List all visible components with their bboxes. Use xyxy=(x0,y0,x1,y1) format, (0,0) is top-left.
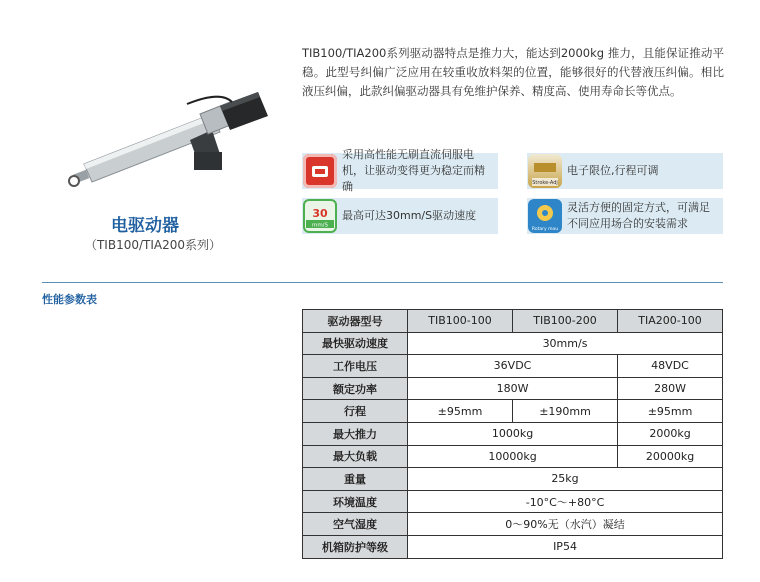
table-row xyxy=(303,332,723,355)
table-row xyxy=(303,513,723,536)
feature-speed xyxy=(302,198,498,234)
table-cell: 48VDC xyxy=(618,355,723,378)
table-row xyxy=(303,377,723,400)
section-divider xyxy=(42,282,723,283)
speed-icon-label: 30 xyxy=(312,207,328,220)
feature-text: 灵活方便的固定方式，可满足不同应用场合的安装需求 xyxy=(567,201,710,230)
feature-stroke-adjust xyxy=(527,153,723,189)
row-label: 最大推力 xyxy=(303,422,408,445)
spec-table xyxy=(302,309,723,559)
table-row xyxy=(303,400,723,423)
row-label: 最快驱动速度 xyxy=(303,332,408,355)
row-label: 工作电压 xyxy=(303,355,408,378)
row-label: 重量 xyxy=(303,468,408,491)
stroke-adjust-icon-label: Stroke-Adj xyxy=(532,180,558,186)
intro-paragraph: TIB100/TIA200系列驱动器特点是推力大，能达到2000kg 推力，且能保证推动平稳。此型号纠偏广泛应用在较重收放料架的位置，能够很好的代替液压纠偏。相比液压纠偏，此款纠偏驱动器具有免维护保养、精度高、使用寿命长等优点。 xyxy=(302,46,724,98)
table-row xyxy=(303,445,723,468)
table-cell: 20000kg xyxy=(618,445,723,468)
row-label: 机箱防护等级 xyxy=(303,535,408,558)
feature-text: 采用高性能无刷直流伺服电机，让驱动变得更为稳定而精确 xyxy=(342,148,485,193)
table-header-cell: 驱动器型号 xyxy=(303,310,408,333)
table-header-cell: TIB100-100 xyxy=(408,310,513,333)
section-title: 性能参数表 xyxy=(42,293,97,306)
feature-text: 最高可达30mm/S驱动速度 xyxy=(342,209,477,222)
table-row xyxy=(303,535,723,558)
feature-text: 电子限位,行程可调 xyxy=(567,164,659,177)
rotary-mount-icon xyxy=(528,199,562,233)
servo-motor-icon xyxy=(303,154,337,188)
feature-rotary-mount xyxy=(527,198,723,234)
table-cell: 10000kg xyxy=(408,445,618,468)
table-cell: ±95mm xyxy=(618,400,723,423)
table-row xyxy=(303,468,723,491)
rotary-mount-icon-label: Rotary mou xyxy=(531,227,559,232)
table-cell: ±190mm xyxy=(513,400,618,423)
row-label: 行程 xyxy=(303,400,408,423)
stroke-adjust-icon xyxy=(528,154,562,188)
feature-servo-motor xyxy=(302,148,498,193)
table-cell: 280W xyxy=(618,377,723,400)
table-cell: IP54 xyxy=(408,535,723,558)
product-title: 电驱动器 xyxy=(111,216,179,236)
table-header-cell: TIA200-100 xyxy=(618,310,723,333)
table-cell: -10°C～+80°C xyxy=(408,490,723,513)
table-cell: 0～90%无（水汽）凝结 xyxy=(408,513,723,536)
table-cell: 1000kg xyxy=(408,422,618,445)
row-label: 空气湿度 xyxy=(303,513,408,536)
speed-icon-sublabel: mm/S xyxy=(311,222,329,229)
table-cell: 25kg xyxy=(408,468,723,491)
table-row xyxy=(303,422,723,445)
speed-icon xyxy=(303,199,337,233)
table-cell: ±95mm xyxy=(408,400,513,423)
row-label: 额定功率 xyxy=(303,377,408,400)
table-cell: 36VDC xyxy=(408,355,618,378)
product-subtitle: （TIB100/TIA200系列） xyxy=(84,238,222,252)
table-row xyxy=(303,355,723,378)
table-header-row xyxy=(303,310,723,333)
table-cell: 2000kg xyxy=(618,422,723,445)
row-label: 最大负载 xyxy=(303,445,408,468)
row-label: 环境温度 xyxy=(303,490,408,513)
table-cell: 180W xyxy=(408,377,618,400)
table-header-cell: TIB100-200 xyxy=(513,310,618,333)
electric-actuator-image xyxy=(62,92,272,202)
table-row xyxy=(303,490,723,513)
table-cell: 30mm/s xyxy=(408,332,723,355)
